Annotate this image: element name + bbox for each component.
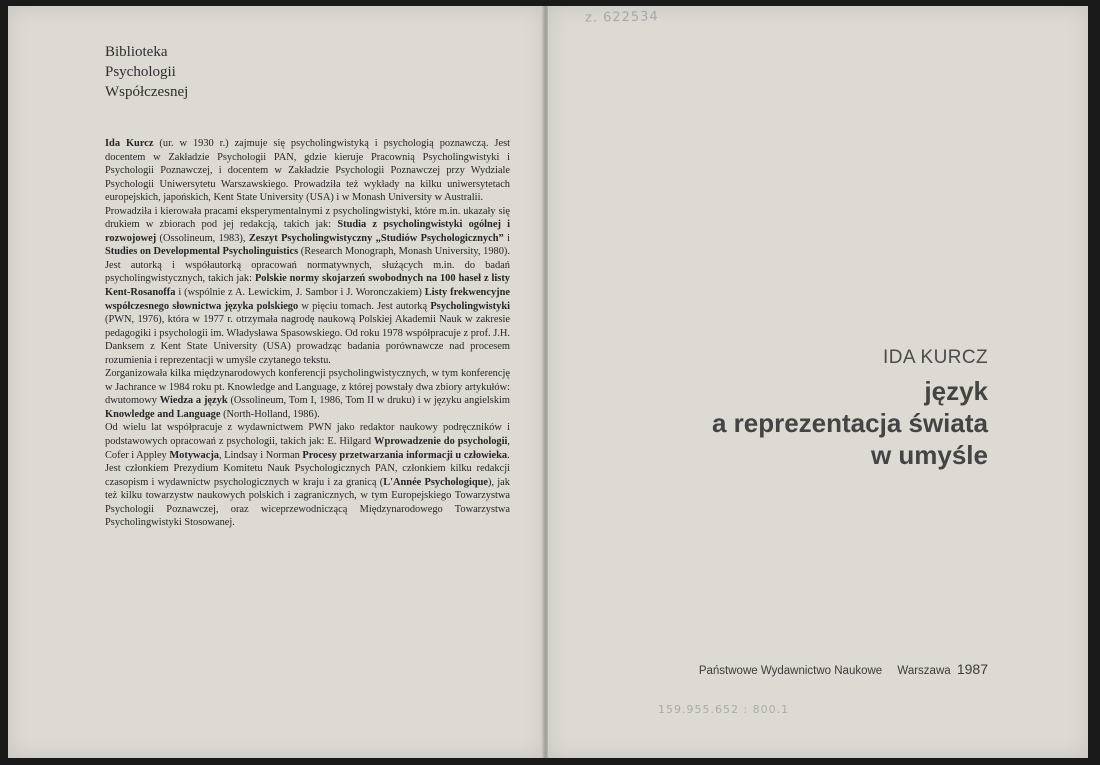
right-page bbox=[548, 6, 1088, 758]
shelf-signature: 159.955.652 : 800.1 bbox=[658, 703, 790, 716]
bio-text: . bbox=[507, 449, 510, 461]
title-line: język bbox=[924, 376, 988, 406]
bio-text: ), jak też kilku towarzystw naukowych polskich i zagranicznych, w tym Europejskiego Towarzystwa Psychologii Poznawczej, oraz wiceprzewodniczącą Międzynarodowego Towarzystwa Psycholingwistyki Stosowanej. bbox=[105, 476, 510, 529]
bio-text: (Ossolineum, Tom I, 1986, Tom II w druku) i w języku angielskim bbox=[227, 395, 510, 407]
bio-text: i bbox=[503, 232, 510, 244]
bio-bold-text: Polskie normy skojarzeń swobodnych na 100 haseł z listy Kent-Rosanoffa bbox=[105, 273, 511, 299]
series-line: Współczesnej bbox=[105, 84, 189, 100]
bio-bold-text: Studia z psycholingwistyki ogólnej i rozwojowej bbox=[105, 219, 511, 244]
publisher-name: Państwowe Wydawnictwo Naukowe bbox=[698, 665, 883, 677]
bio-paragraph bbox=[105, 367, 510, 421]
publication-year: 1987 bbox=[956, 661, 988, 677]
bio-text: Prowadziła i kierowała pracami eksperymentalnymi z psycholingwistyki, które m.in. ukazały się drukiem w zbiorach pod jej redakcją, takich jak: bbox=[105, 205, 510, 231]
bio-text: (Research Monograph, Monash University, 1980). Jest autorką i współautorką opracowań normatywnych, służących m.in. do badań psycholingwistycznych, takich jak: bbox=[105, 246, 510, 285]
bio-paragraph bbox=[105, 462, 510, 530]
bio-bold-text: Wiedza a język bbox=[159, 395, 228, 407]
bio-paragraph bbox=[105, 205, 510, 368]
left-page bbox=[8, 6, 545, 758]
bio-text: (Ossolineum, 1983), bbox=[156, 232, 249, 244]
bio-bold-text: Wprowadzenie do psychologii bbox=[374, 436, 508, 448]
bio-bold-text: Procesy przetwarzania informacji u człowieka bbox=[302, 449, 508, 461]
title-line: w umyśle bbox=[870, 440, 988, 470]
bio-bold-text: Psycholingwistyki bbox=[430, 300, 510, 312]
bio-bold-text: Listy frekwencyjne współczesnego słownictwa języka polskiego bbox=[105, 287, 510, 312]
series-line: Biblioteka bbox=[105, 44, 168, 60]
bio-text: w pięciu tomach. Jest autorką bbox=[298, 300, 431, 312]
publisher-city: Warszawa bbox=[897, 665, 951, 677]
bio-bold-text: L'Année Psychologique bbox=[383, 476, 489, 488]
bio-bold-text: Knowledge and Language bbox=[105, 408, 221, 420]
series-line: Psychologii bbox=[105, 64, 176, 80]
author-biography bbox=[105, 137, 510, 530]
publisher-line bbox=[699, 661, 988, 677]
bio-text: , Lindsay i Norman bbox=[218, 449, 303, 461]
bio-text: (PWN, 1976), która w 1977 r. otrzymała nagrodę naukową Polskiej Akademii Nauk w zakresie pedagogiki i psychologii im. Władysława Spasowskiego. Od roku 1978 współpracuje z prof. J.H. Danksem z Kent State University (USA) prowadząc badania porównawcze nad procesem rozumienia i reprezentacji w umyśle czytanego tekstu. bbox=[105, 314, 510, 366]
bio-text: i (wspólnie z A. Lewickim, J. Sambor i J. Woronczakiem) bbox=[175, 287, 425, 299]
book-title bbox=[712, 375, 988, 471]
library-stamp: z. 622534 bbox=[584, 9, 659, 26]
title-line: a reprezentacja świata bbox=[711, 408, 988, 438]
bio-paragraph bbox=[105, 137, 510, 205]
bio-bold-text: Ida Kurcz bbox=[105, 138, 154, 149]
bio-text: Jest członkiem Prezydium Komitetu Nauk Psychologicznych PAN, członkiem kilku redakcji czasopism i wydawnictw psychologicznych w kraju i za granicą ( bbox=[105, 463, 510, 488]
bio-text: Zorganizowała kilka międzynarodowych konferencji psycholingwistycznych, w tym konferencję w Jachrance w 1984 roku pt. Knowledge and Language, z której powstały dwa zbiory artykułów: dwutomowy bbox=[105, 368, 510, 407]
bio-paragraph bbox=[105, 421, 510, 462]
bio-text: (North-Holland, 1986). bbox=[220, 408, 320, 420]
bio-text: (ur. w 1930 r.) zajmuje się psycholingwistyką i psychologią poznawczą. Jest docentem w Zakładzie Psychologii PAN, gdzie kieruje Pracownią Psycholingwistyki i Psychologii Poznawczej, i docentem w Zakładzie Psychologii Poznawczej przy Wydziale Psychologii Uniwersytetu Warszawskiego. Prowadziła też wykłady na kilku uniwersytetach europejskich, japońskich, Kent State University (USA) i w Monash University w Australii. bbox=[105, 138, 511, 204]
bio-bold-text: Studies on Developmental Psycholinguistics bbox=[105, 246, 299, 258]
bio-text: Od wielu lat współpracuje z wydawnictwem PWN jako redaktor naukowy podręczników i podstawowych opracowań z psychologii, takich jak: E. Hilgard bbox=[105, 422, 510, 448]
bio-text: , Cofer i Appley bbox=[105, 436, 510, 461]
series-title bbox=[105, 42, 188, 102]
bio-bold-text: Zeszyt Psycholingwistyczny „Studiów Psychologicznych” bbox=[248, 232, 504, 244]
author-name: IDA KURCZ bbox=[883, 347, 988, 368]
bio-bold-text: Motywacja bbox=[169, 449, 219, 461]
